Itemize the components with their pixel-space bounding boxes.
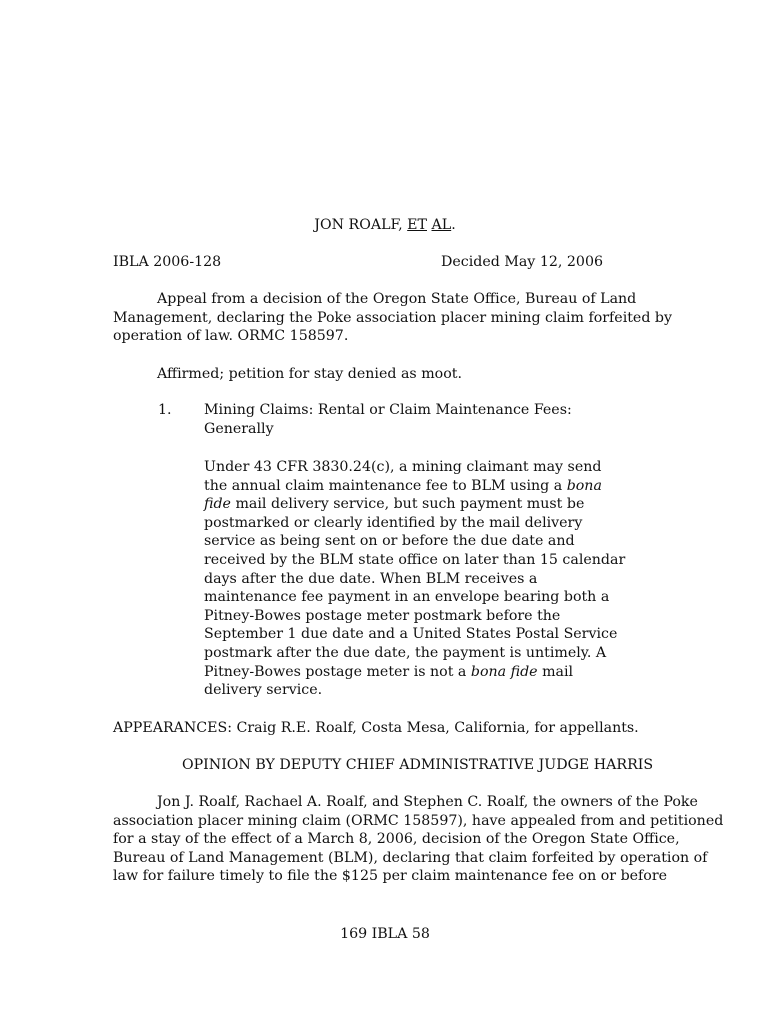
opinion-line: association placer mining claim (ORMC 158597), have appealed from and petitioned bbox=[113, 812, 724, 829]
syllabus-italic: fide bbox=[204, 496, 231, 513]
syllabus-line bbox=[204, 477, 625, 496]
syllabus-line: September 1 due date and a United States Postal Service bbox=[204, 626, 618, 643]
headnote-heading bbox=[204, 401, 572, 438]
syllabus-line: postmark after the due date, the payment is untimely. A bbox=[204, 644, 607, 661]
opinion-line: for a stay of the effect of a March 8, 2006, decision of the Oregon State Office, bbox=[113, 831, 680, 848]
decision-date: Decided May 12, 2006 bbox=[441, 254, 604, 270]
case-title-et: ET bbox=[407, 217, 427, 233]
syllabus-line: delivery service. bbox=[204, 682, 323, 699]
appearances: APPEARANCES: Craig R.E. Roalf, Costa Mesa, California, for appellants. bbox=[113, 720, 639, 736]
disposition: Affirmed; petition for stay denied as moot. bbox=[157, 366, 462, 382]
syllabus-text: the annual claim maintenance fee to BLM using a bbox=[204, 477, 567, 494]
syllabus-line: maintenance fee payment in an envelope bearing both a bbox=[204, 589, 610, 606]
headnote-number: 1. bbox=[158, 402, 172, 418]
syllabus-line bbox=[204, 663, 625, 682]
syllabus-line bbox=[204, 495, 625, 514]
headnote-heading-line: Generally bbox=[204, 420, 274, 437]
opinion-line: Jon J. Roalf, Rachael A. Roalf, and Stephen C. Roalf, the owners of the Poke bbox=[157, 794, 698, 810]
syllabus-line: Pitney-Bowes postage meter postmark before the bbox=[204, 607, 561, 624]
syllabus-text: Pitney-Bowes postage meter is not a bbox=[204, 663, 471, 680]
syllabus-italic: bona fide bbox=[470, 663, 538, 680]
opinion-paragraph bbox=[113, 793, 724, 886]
appeal-line: Management, declaring the Poke association placer mining claim forfeited by bbox=[113, 309, 673, 326]
appeal-line: Appeal from a decision of the Oregon State Office, Bureau of Land bbox=[157, 291, 637, 307]
case-title bbox=[0, 216, 770, 235]
syllabus-text: mail delivery service, but such payment must be bbox=[230, 496, 585, 513]
opinion-line: law for failure timely to file the $125 per claim maintenance fee on or before bbox=[113, 868, 668, 885]
disposition-paragraph bbox=[113, 365, 693, 384]
case-title-name: JON ROALF, bbox=[314, 217, 403, 233]
syllabus-line: postmarked or clearly identified by the mail delivery bbox=[204, 514, 583, 531]
syllabus-text: mail bbox=[537, 663, 574, 680]
syllabus-line: service as being sent on or before the due date and bbox=[204, 533, 575, 550]
headnote-syllabus bbox=[204, 458, 625, 700]
syllabus-line: Under 43 CFR 3830.24(c), a mining claimant may send bbox=[204, 459, 602, 475]
appeal-paragraph bbox=[113, 290, 693, 346]
appeal-line: operation of law. ORMC 158597. bbox=[113, 328, 349, 345]
syllabus-line: received by the BLM state office on later than 15 calendar bbox=[204, 551, 626, 568]
docket-number: IBLA 2006-128 bbox=[113, 254, 222, 270]
opinion-line: Bureau of Land Management (BLM), declaring that claim forfeited by operation of bbox=[113, 849, 708, 866]
headnote-heading-line: Mining Claims: Rental or Claim Maintenance Fees: bbox=[204, 402, 572, 418]
syllabus-italic: bona bbox=[566, 477, 602, 494]
case-title-al: AL bbox=[431, 217, 452, 233]
page-number: 169 IBLA 58 bbox=[340, 926, 430, 942]
opinion-heading: OPINION BY DEPUTY CHIEF ADMINISTRATIVE JUDGE HARRIS bbox=[182, 757, 654, 773]
syllabus-line: days after the due date. When BLM receives a bbox=[204, 570, 538, 587]
case-title-period: . bbox=[451, 217, 456, 233]
